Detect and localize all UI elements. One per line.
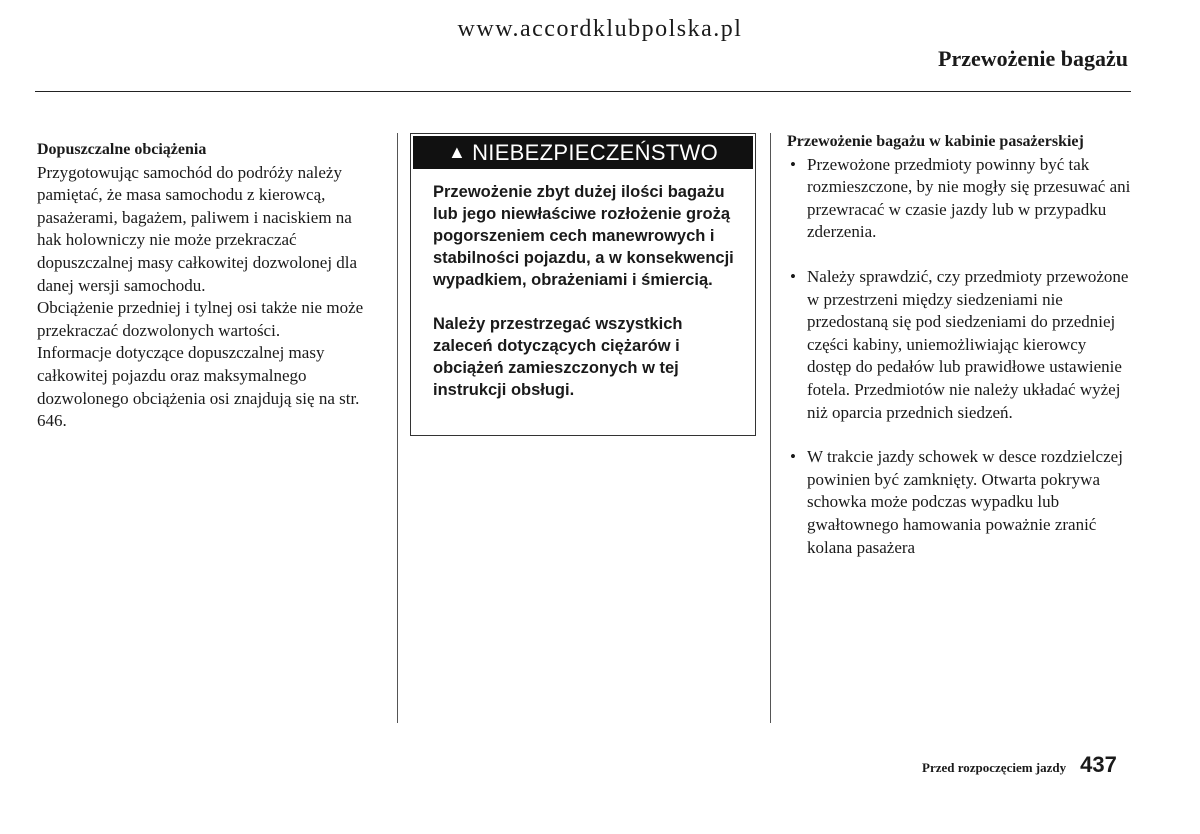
- section-title: Przewożenie bagażu: [938, 46, 1128, 71]
- danger-warning-box: [410, 133, 756, 436]
- left-heading: Dopuszczalne obciążenia: [37, 141, 207, 158]
- website-url: www.accordklubpolska.pl: [457, 16, 743, 42]
- paragraph: Obciążenie przedniej i tylnej osi także nie może przekraczać dozwolonych wartości.: [37, 298, 364, 340]
- paragraph: Informacje dotyczące dopuszczalnej masy całkowitej pojazdu oraz maksymalnego dozwolonego obciążenia osi znajdują się na str. 646.: [37, 343, 360, 431]
- list-item: • Należy sprawdzić, czy przedmioty przewożone w przestrzeni między siedzeniami nie przedostaną się pod siedzeniami do przedniej części kabiny, uniemożliwiając kierowcy dostęp do pedałów lub prawidłowe ustawienie fotela. Przedmiotów nie należy układać wyżej niż oparcia przednich siedzeń.: [787, 266, 1132, 424]
- left-column: [37, 139, 377, 433]
- right-column: [787, 131, 1132, 559]
- column-divider: [770, 133, 771, 723]
- header-divider: [35, 91, 1131, 92]
- list-item: • Przewożone przedmioty powinny być tak rozmieszczone, by nie mogły się przesuwać ani przewracać w czasie jazdy lub w przypadku zderzenia.: [787, 154, 1132, 244]
- warning-paragraph: Przewożenie zbyt dużej ilości bagażu lub jego niewłaściwe rozłożenie grożą pogorszeniem cech manewrowych i stabilności pojazdu, a w konsekwencji wypadkiem, obrażeniami i śmiercią.: [433, 183, 734, 289]
- page-number: 437: [1080, 752, 1117, 777]
- warning-header: [413, 136, 753, 169]
- warning-title: NIEBEZPIECZEŃSTWO: [472, 139, 719, 165]
- warning-paragraph: Należy przestrzegać wszystkich zaleceń dotyczących ciężarów i obciążeń zamieszczonych w tej instrukcji obsługi.: [433, 315, 683, 399]
- paragraph: Przygotowując samochód do podróży należy pamiętać, że masa samochodu z kierowcą, pasażerami, bagażem, paliwem i naciskiem na hak holowniczy nie może przekraczać dopuszczalnej masy całkowitej dozwolonej dla danej wersji samochodu.: [37, 162, 358, 295]
- list-item: • W trakcie jazdy schowek w desce rozdzielczej powinien być zamknięty. Otwarta pokrywa schowka może podczas wypadku lub gwałtownego hamowania poważnie zranić kolana pasażera: [787, 446, 1132, 559]
- right-heading: Przewożenie bagażu w kabinie pasażerskiej: [787, 133, 1084, 150]
- column-divider: [397, 133, 398, 723]
- page-footer: [922, 752, 1117, 778]
- bullet-list: [787, 154, 1132, 560]
- chapter-name: Przed rozpoczęciem jazdy: [922, 760, 1067, 775]
- warning-triangle-icon: ▲: [447, 142, 467, 162]
